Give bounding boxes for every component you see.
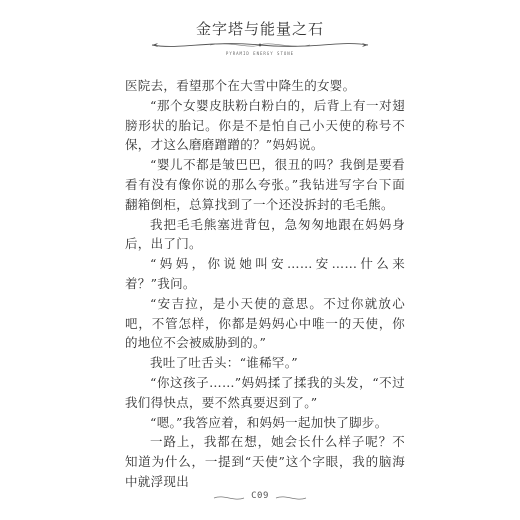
- paragraph: 我把毛毛熊塞进背包，急匆匆地跟在妈妈身后，出了门。: [125, 216, 405, 252]
- body-text: [125, 76, 405, 492]
- paragraph: “你这孩子……”妈妈揉了揉我的头发，“不过我们得快点，要不然真要迟到了。”: [125, 374, 405, 410]
- paragraph: “那个女婴皮肤粉白粉白的，后背上有一对翅膀形状的胎记。你是不是怕自己小天使的称号不保，才这么磨磨蹭蹭的？”妈妈说。: [125, 97, 405, 153]
- page-footer: [0, 490, 520, 506]
- paragraph: 医院去，看望那个在大雪中降生的女婴。: [125, 78, 356, 93]
- paragraph: 一路上，我都在想，她会长什么样子呢？不知道为什么，一提到“天使”这个字眼，我的脑海中就浮现出: [125, 434, 405, 489]
- page-number: C09: [251, 491, 269, 501]
- paragraph: “妈妈，你说她叫安……安……什么来着？”我问。: [125, 256, 405, 291]
- paragraph: “嗯。”我答应着，和妈妈一起加快了脚步。: [150, 414, 388, 430]
- paragraph: “安吉拉，是小天使的意思。不过你就放心吧，不管怎样，你都是妈妈心中唯一的天使，你的地位不会被威胁到的。”: [125, 295, 405, 351]
- header-flourish-icon: [150, 38, 370, 52]
- running-header: [0, 14, 520, 64]
- header-subtitle: PYRAMID ENERGY STONE: [225, 51, 295, 56]
- paragraph: 我吐了吐舌头：“谁稀罕。”: [150, 355, 298, 371]
- header-title: 金字塔与能量之石: [195, 20, 324, 38]
- paragraph: “婴儿不都是皱巴巴，很丑的吗？我倒是要看看有没有像你说的那么夸张。”我钻进写字台下面翻箱倒柜，总算找到了一个还没拆封的毛毛熊。: [125, 157, 405, 212]
